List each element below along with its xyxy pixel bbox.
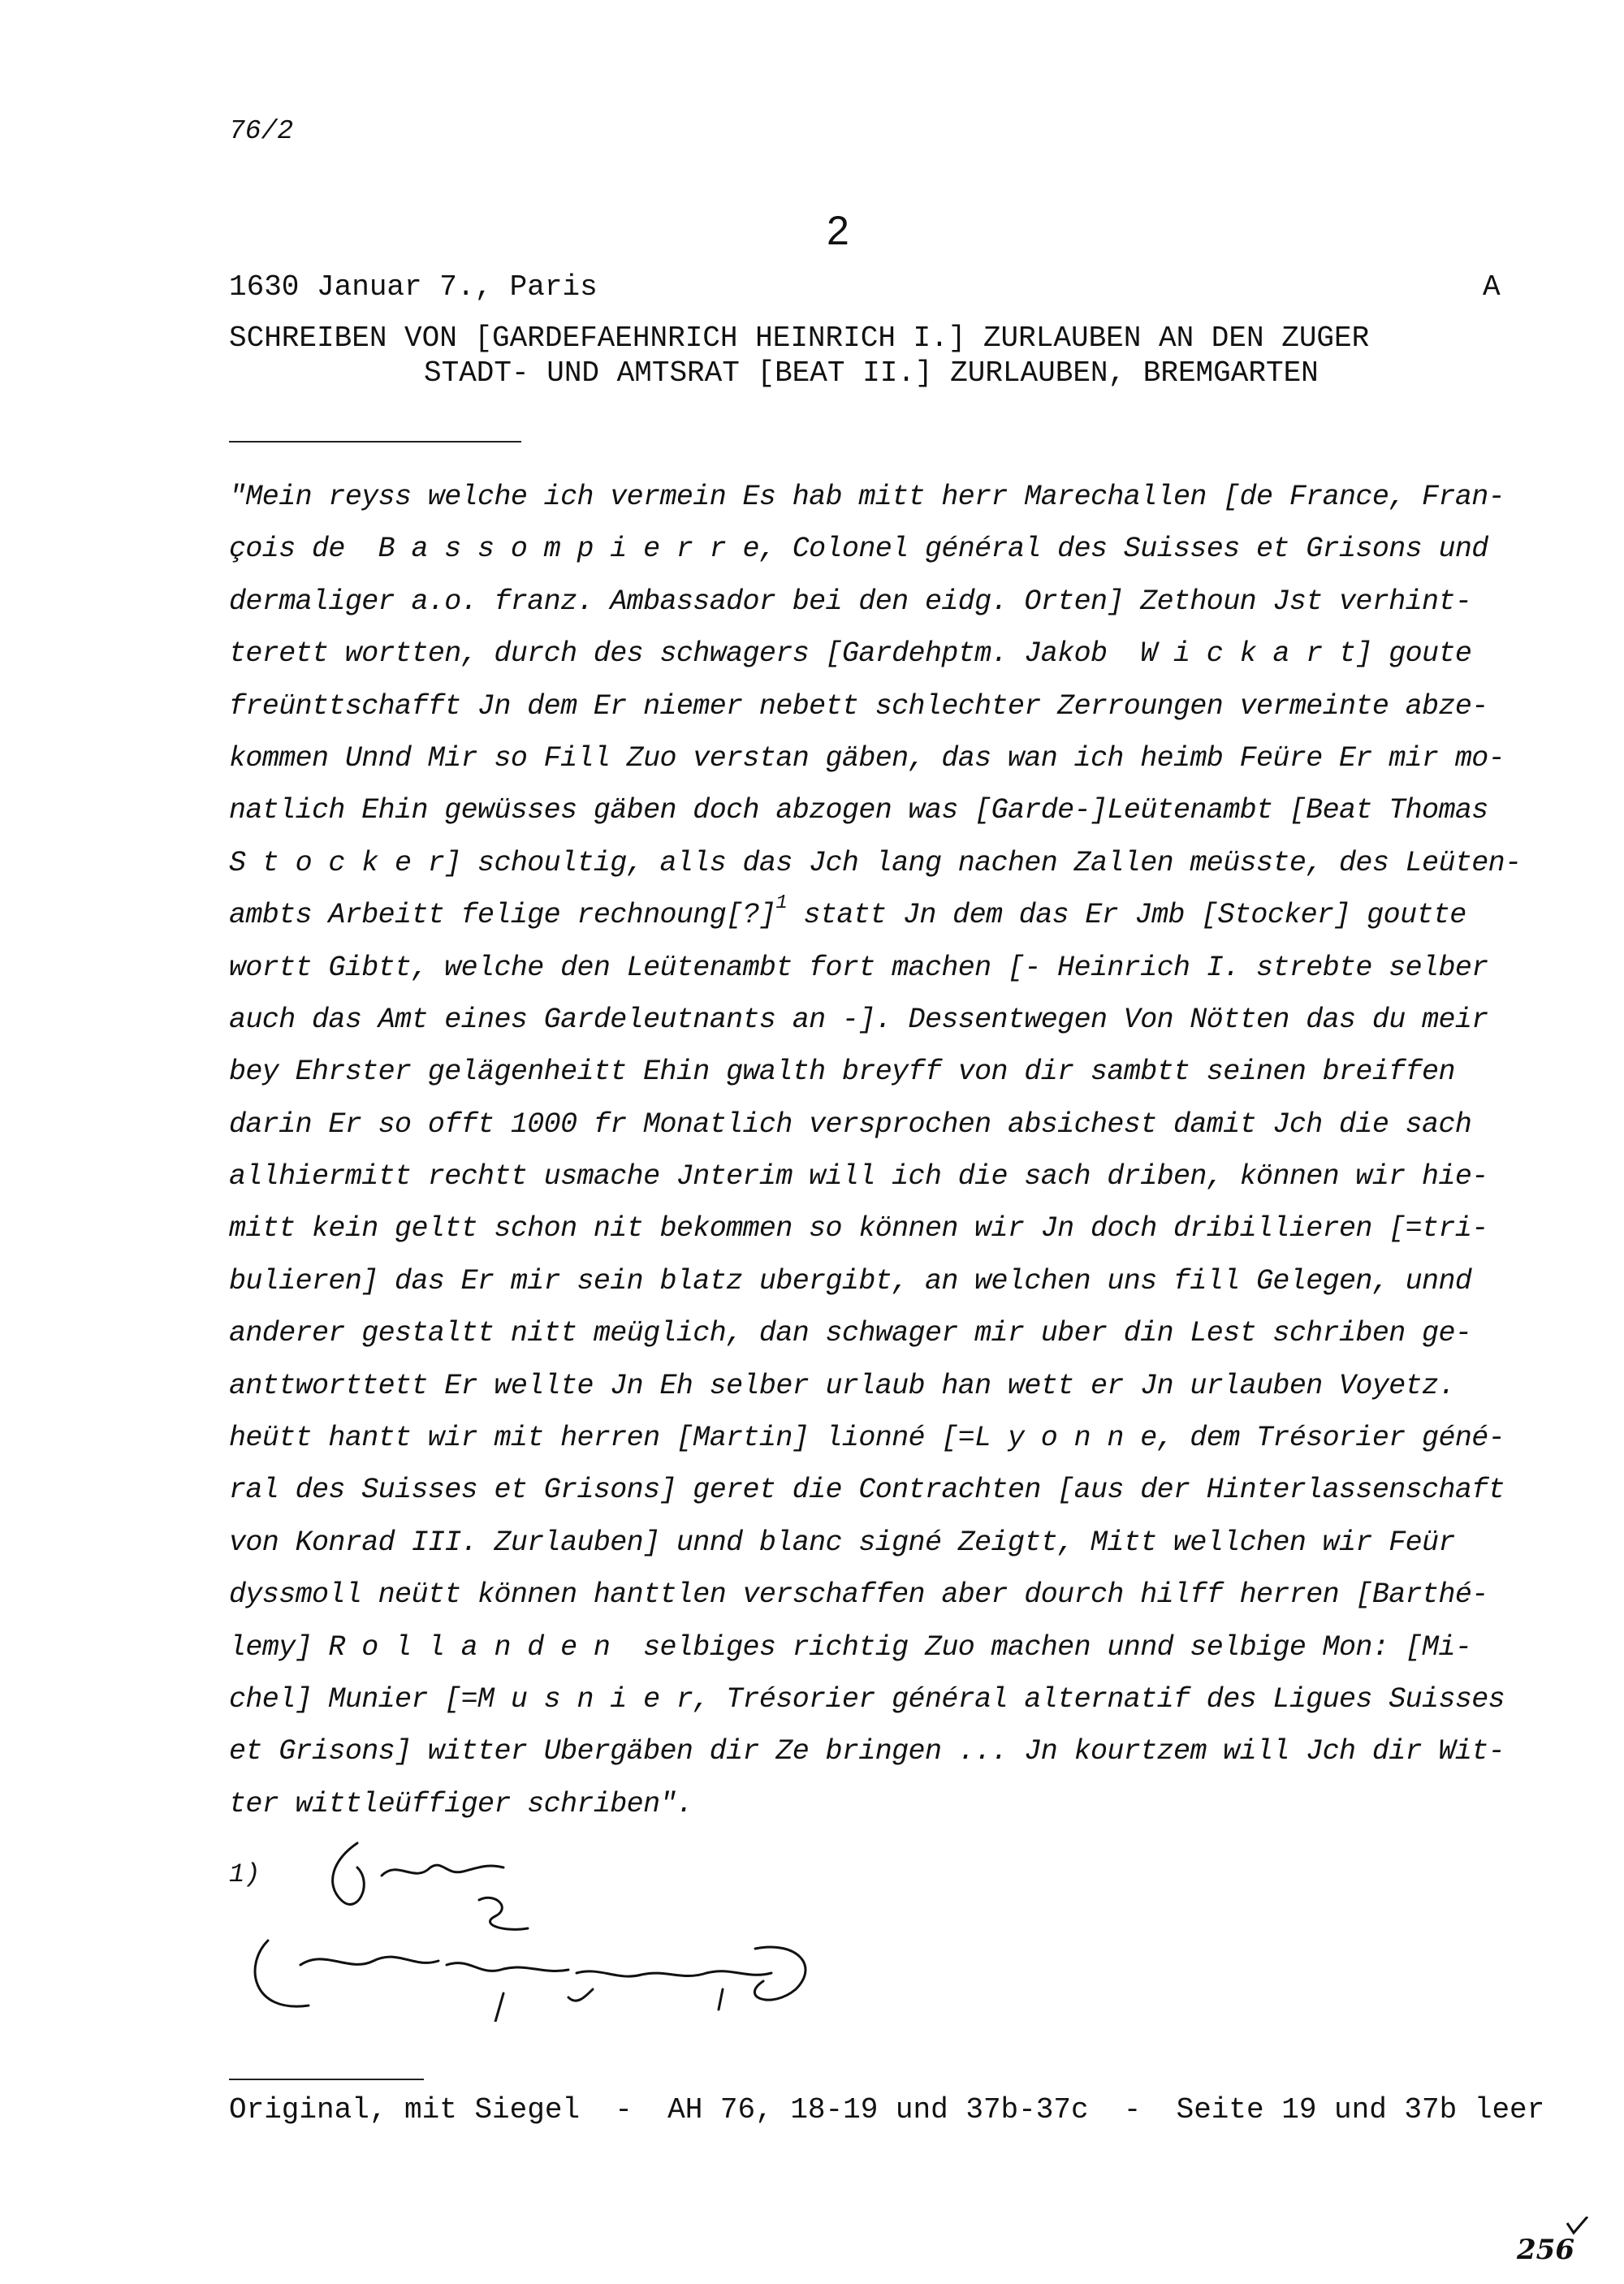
document-number: 2 bbox=[827, 208, 849, 253]
text-line: et Grisons] witter Ubergäben dir Ze bringen ... Jn kourtzem will Jch dir Wit- bbox=[229, 1735, 1505, 1768]
text-line: chel] Munier [=M u s n i e r, Trésorier général alternatif des Ligues Suisses bbox=[229, 1682, 1505, 1716]
text-line: S t o c k e r] schoultig, alls das Jch lang nachen Zallen meüsste, des Leüten- bbox=[229, 846, 1522, 879]
document-title-line-1: SCHREIBEN VON [GARDEFAEHNRICH HEINRICH I.] ZURLAUBEN AN DEN ZUGER bbox=[229, 322, 1370, 355]
text-line: heütt hantt wir mit herren [Martin] lionné [=L y o n n e, dem Trésorier géné- bbox=[229, 1422, 1505, 1455]
text-line: wortt Gibtt, welche den Leütenambt fort machen [- Heinrich I. strebte selber bbox=[229, 951, 1488, 984]
text-line: natlich Ehin gewüsses gäben doch abzogen was [Garde-]Leütenambt [Beat Thomas bbox=[229, 794, 1488, 827]
text-line: lemy] R o l l a n d e n selbiges richtig Zuo machen unnd selbige Mon: [Mi- bbox=[229, 1630, 1472, 1664]
archive-reference: 76/2 bbox=[229, 116, 294, 146]
text-line: bulieren] das Er mir sein blatz ubergibt, an welchen uns fill Gelegen, unnd bbox=[229, 1264, 1472, 1297]
letter-transcription bbox=[229, 471, 1522, 1830]
text-line: dermaliger a.o. franz. Ambassador bei den eidg. Orten] Zethoun Jst verhint- bbox=[229, 585, 1472, 618]
document-letter: A bbox=[1483, 270, 1501, 304]
text-line: çois de B a s s o m p i e r r e, Colonel général des Suisses et Grisons und bbox=[229, 533, 1488, 566]
text-line: ral des Suisses et Grisons] geret die Contrachten [aus der Hinterlassenschaft bbox=[229, 1474, 1505, 1507]
text-line: terett wortten, durch des schwagers [Gardehptm. Jakob W i c k a r t] goute bbox=[229, 637, 1472, 671]
date-place: 1630 Januar 7., Paris bbox=[229, 270, 598, 304]
archive-page-mark-image bbox=[1510, 2217, 1600, 2265]
text-line: von Konrad III. Zurlauben] unnd blanc signé Zeigtt, Mitt wellchen wir Feür bbox=[229, 1526, 1455, 1559]
text-line: anttworttett Er wellte Jn Eh selber urlaub han wett er Jn urlauben Voyetz. bbox=[229, 1369, 1455, 1402]
handwritten-footnote-image bbox=[235, 1827, 934, 2022]
text-line-with-footnote bbox=[229, 889, 1512, 941]
text-line: freünttschafft Jn dem Er niemer nebett schlechter Zerroungen vermeinte abze- bbox=[229, 689, 1488, 723]
archive-page-number: 256 bbox=[1517, 2234, 1574, 2265]
text-line: auch das Amt eines Gardeleutnants an -]. Dessentwegen Von Nötten das du meir bbox=[229, 1003, 1488, 1036]
text-line: mitt kein geltt schon nit bekommen so können wir Jn doch dribillieren [=tri- bbox=[229, 1212, 1488, 1246]
text-line: allhiermitt rechtt usmache Jnterim will ich die sach driben, können wir hie- bbox=[229, 1160, 1488, 1194]
text-line: kommen Unnd Mir so Fill Zuo verstan gäben, das wan ich heimb Feüre Er mir mo- bbox=[229, 741, 1505, 775]
text-line: darin Er so offt 1000 fr Monatlich versprochen absichest damit Jch die sach bbox=[229, 1107, 1472, 1141]
text-line-head: ambts Arbeitt felige rechnoung[?] bbox=[229, 899, 776, 932]
footnote-reference[interactable]: 1 bbox=[775, 892, 788, 915]
document-title-line-2: STADT- UND AMTSRAT [BEAT II.] ZURLAUBEN, BREMGARTEN bbox=[424, 356, 1319, 390]
text-line: dyssmoll neütt können hanttlen verschaffen aber dourch hilff herren [Barthé- bbox=[229, 1578, 1488, 1612]
text-line: anderer gestaltt nitt meüglich, dan schwager mir uber din Lest schriben ge- bbox=[229, 1317, 1472, 1350]
source-note: Original, mit Siegel - AH 76, 18-19 und 37b-37c - Seite 19 und 37b leer bbox=[229, 2093, 1545, 2126]
text-line-tail: statt Jn dem das Er Jmb [Stocker] goutte bbox=[787, 899, 1466, 932]
text-line: "Mein reyss welche ich vermein Es hab mitt herr Marechallen [de France, Fran- bbox=[229, 481, 1505, 513]
footnote-marker: 1) bbox=[229, 1859, 261, 1889]
text-line: ter wittleüffiger schriben". bbox=[229, 1787, 693, 1820]
source-divider bbox=[229, 2079, 424, 2080]
text-line: bey Ehrster gelägenheitt Ehin gwalth breyff von dir sambtt seinen breiffen bbox=[229, 1056, 1455, 1089]
title-divider bbox=[229, 441, 521, 443]
